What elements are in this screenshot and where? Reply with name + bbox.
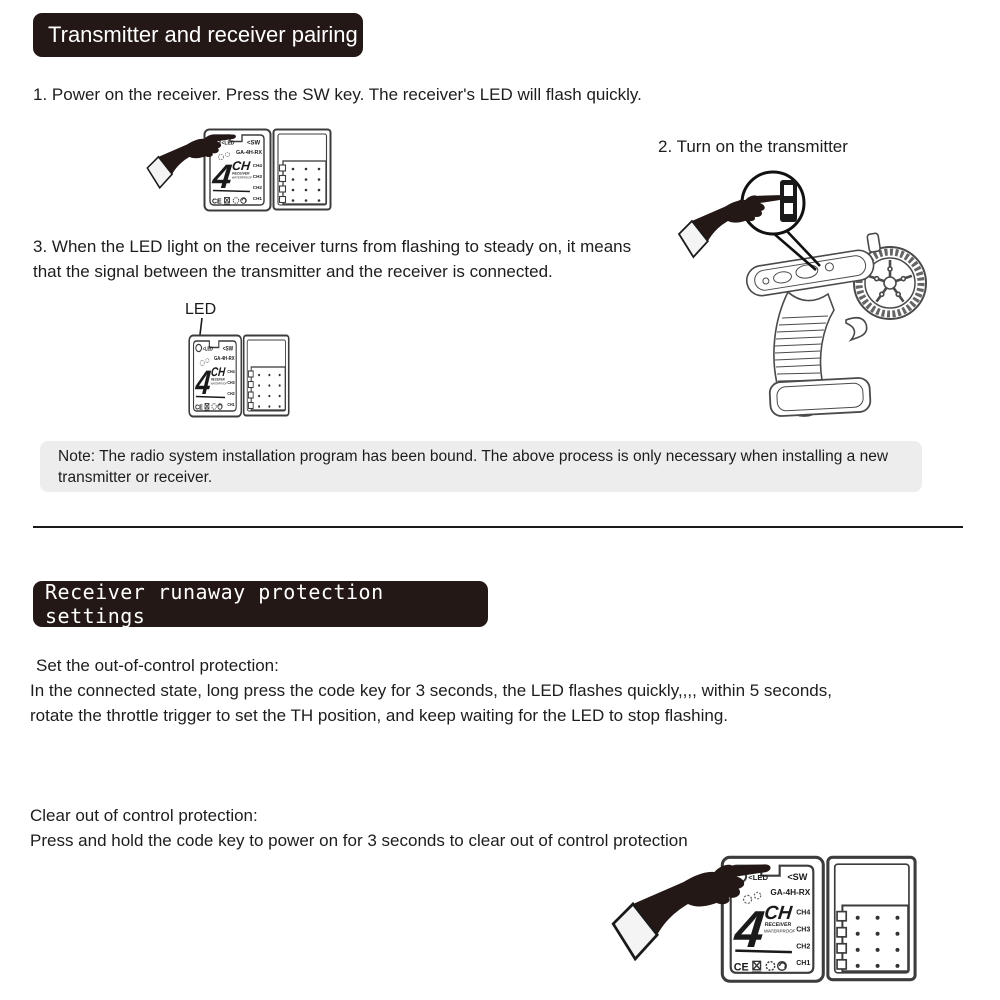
receiver-illustration-led: [178, 296, 328, 424]
note-box: [40, 441, 922, 492]
set-protection-line-1: In the connected state, long press the code key for 3 seconds, the LED flashes quickly,,,, within 5 seconds,: [30, 681, 832, 700]
led-callout-label: LED: [185, 301, 217, 318]
step3-line-2: that the signal between the transmitter and the receiver is connected.: [33, 262, 553, 281]
transmitter-illustration: [650, 158, 932, 438]
section-divider: [33, 526, 963, 528]
clear-protection-line: Press and hold the code key to power on for 3 seconds to clear out of control protection: [30, 831, 688, 850]
step2-text: 2. Turn on the transmitter: [658, 137, 848, 156]
section-title-pairing-text: Transmitter and receiver pairing: [48, 22, 358, 47]
step1-text: 1. Power on the receiver. Press the SW key. The receiver's LED will flash quickly.: [33, 85, 642, 104]
receiver-illustration-press-sw: [145, 121, 345, 221]
section-title-runaway: [33, 581, 488, 627]
antenna-nub: [867, 233, 881, 252]
note-line-2: transmitter or receiver.: [58, 468, 213, 486]
transmitter-base: [769, 377, 871, 416]
receiver-illustration-code-key: [608, 848, 938, 998]
step3-line-1: 3. When the LED light on the receiver turns from flashing to steady on, it means: [33, 237, 632, 256]
section-title-runaway-text: Receiver runaway protection settings: [45, 580, 384, 628]
set-protection-line-2: rotate the throttle trigger to set the TH position, and keep waiting for the LED to stop flashing.: [30, 706, 729, 725]
clear-protection-heading: Clear out of control protection:: [30, 806, 258, 825]
throttle-trigger: [846, 318, 867, 340]
section-title-pairing: [33, 13, 363, 57]
note-line-1: Note: The radio system installation program has been bound. The above process is only necessary when installing a new: [58, 448, 889, 465]
set-protection-heading: Set the out-of-control protection:: [36, 656, 279, 675]
